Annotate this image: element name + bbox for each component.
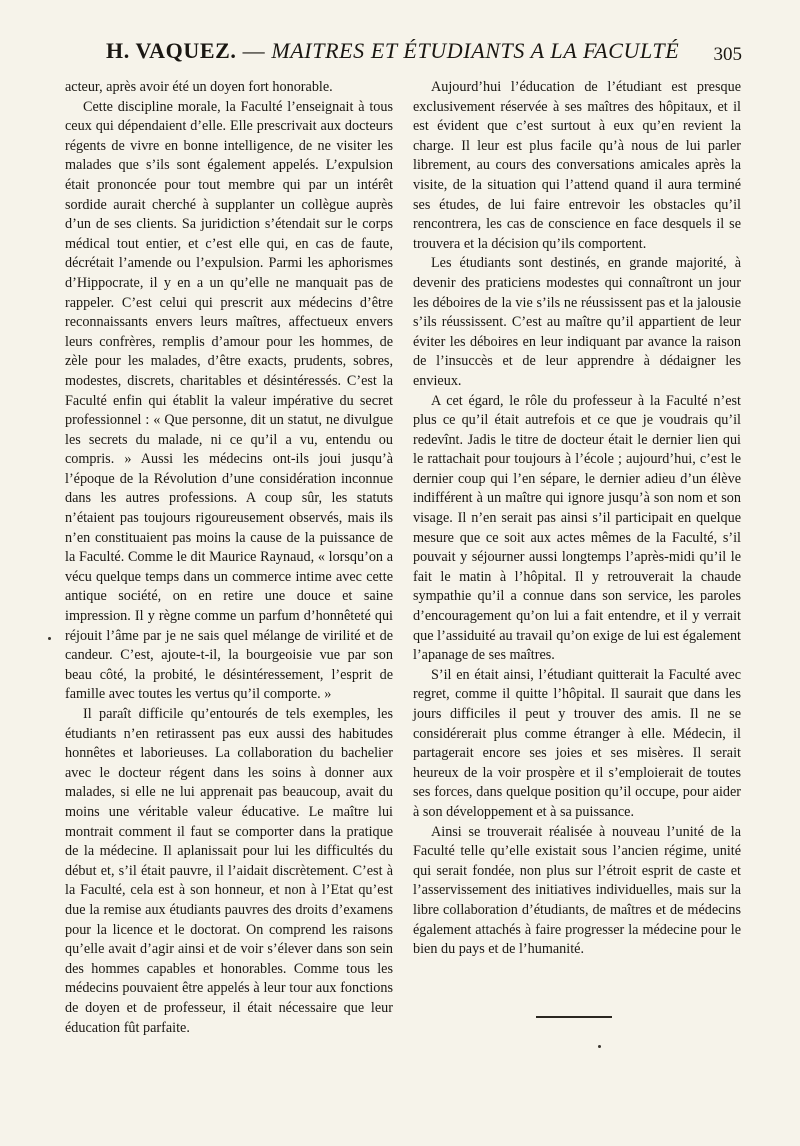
paragraph: acteur, après avoir été un doyen fort honorable. (65, 79, 333, 95)
running-header (62, 34, 742, 74)
right-column (413, 78, 741, 960)
paragraph: Il paraît difficile qu’entourés de tels exemples, les étudiants n’en retirassent pas eux aussi des habitudes honnêtes et laborieuses. La collaboration du bachelier avec le docteur régent dans les soins à donner aux malades, si elle ne lui apprenait pas beaucoup, avait du moins une véritable valeur éducative. Le maître lui montrait comment il faut se comporter dans la pratique de la médecine. Il aplanissait pour lui les difficultés du début et, s’il était pauvre, il l’aidait discrètement. C’est à la Faculté, cela est à son honneur, et non à l’Etat qu’est due la remise aux étudiants pauvres des droits d’examens pour la licence et le doctorat. On comprend les raisons qu’elle avait d’agir ainsi et de voir s’élever dans son sein des hommes capables et honorables. Comme tous les médecins pouvaient être appelés à leur tour aux fonctions de doyen et de professeur, il était nécessaire que leur éducation fût parfaite. (65, 706, 393, 1036)
left-column (65, 78, 393, 1038)
header-title-line (106, 38, 679, 64)
header-dash: — (242, 38, 266, 63)
end-rule (536, 1016, 612, 1018)
ink-speck (598, 1045, 601, 1048)
paragraph: Les étudiants sont destinés, en grande majorité, à devenir des praticiens modestes qui connaîtront un jour les déboires de la vie s’ils ne réussissent pas et la jalousie s’ils réussissent. C’est au maître qu’il appartient de leur éviter les déboires en leur indiquant par avance la raison de l’insuccès et de leur apprendre à dédaigner les envieux. (413, 255, 741, 389)
ink-speck (48, 637, 51, 640)
paragraph: Aujourd’hui l’éducation de l’étudiant est presque exclusivement réservée à ses maîtres des hôpitaux, et il est évident que c’est surtout à eux qu’en revient la charge. Il leur est plus facile qu’à nous de lui parler librement, au cours des conversations amicales après la visite, de la situation qui l’attend quand il aura terminé ses études, de lui faire entrevoir les obstacles qu’il rencontrera, les cas de conscience en face desquels il se trouvera et la décision qu’ils comportent. (413, 79, 741, 252)
paragraph: S’il en était ainsi, l’étudiant quitterait la Faculté avec regret, comme il quitte l’hôpital. Il saurait que dans les jours difficiles il peut y trouver des amis. Il ne se considérerait plus comme étranger à elle. Médecin, il partagerait encore ses joies et ses misères. Il serait heureux de la voir prospère et il s’emploierait de toutes ses forces, dans quelque position qu’il occupe, pour aider à son développement et à sa puissance. (413, 666, 741, 820)
header-article-title: MAITRES ET ÉTUDIANTS A LA FACULTÉ (271, 38, 680, 63)
paragraph: A cet égard, le rôle du professeur à la Faculté n’est plus ce qu’il était autrefois et ce que je voudrais qu’il redevînt. Jadis le titre de docteur était le dernier lien qui le rattachait pour toujours à l’école ; aujourd’hui, c’est le dernier coup qui l’en sépare, le dernier adieu d’un élève indifférent à un maître qui ignore jusqu’à son nom et son visage. Il n’en serait pas ainsi s’il participait en quelque mesure que ce soit aux actes mêmes de la Faculté, s’il pouvait y séjourner aussi longtemps l’après-midi qu’il le fait le matin à l’hôpital. Il y retrouverait la chaude sympathie qu’il a connue dans son service, les paroles d’encouragement qu’on lui a fait entendre, et il y verrait que l’assiduité au travail qu’on exige de lui est également l’apanage de ses maîtres. (413, 392, 741, 664)
page-number: 305 (713, 44, 742, 65)
paragraph: Ainsi se trouverait réalisée à nouveau l’unité de la Faculté telle qu’elle existait sous l’ancien régime, unité qui serait fondée, non plus sur l’étroit esprit de caste et l’asservissement des initiatives individuelles, mais sur la libre collaboration d’étudiants, de maîtres et de médecins également attachés à faire progresser la médecine pour le bien du pays et de l’humanité. (413, 823, 741, 958)
header-author: H. VAQUEZ. (106, 38, 237, 63)
paragraph: Cette discipline morale, la Faculté l’enseignait à tous ceux qui dépendaient d’elle. Elle prescrivait aux docteurs régents de vivre en bonne intelligence, de ne visiter les malades que s’ils sont également appelés. L’expulsion était prononcée pour tout membre qui par un intérêt sordide aurait cherché à supplanter un collègue auprès d’un de ses clients. Sa juridiction s’étendait sur le corps médical tout entier, et c’est elle qui, en cas de faute, décrétait l’amende ou l’expulsion. Parmi les aphorismes d’Hippocrate, il y en a un qu’elle ne manquait pas de rappeler. C’est celui qui prescrit aux médecins d’être reconnaissants envers leurs maîtres, affectueux envers leurs confrères, remplis d’amour pour les hommes, de zèle pour les malades, d’être exacts, prudents, sobres, modestes, discrets, charitables et désintéressés. C’est la Faculté enfin qui établit la valeur impérative du secret professionnel : « Que personne, dit un statut, ne divulgue les secrets du malade, ni ce qu’il a vu, entendu ou compris. » Aussi les médecins ont-ils joui jusqu’à l’époque de la Révolution d’une considération inconnue dans les autres professions. A coup sûr, les statuts n’étaient pas toujours rigoureusement observés, mais ils n’en constituaient pas moins la cause de la puissance de la Faculté. Comme le dit Maurice Raynaud, « lorsqu’on a vécu quelque temps dans un commerce intime avec cette antique société, on en retire une douce et saine impression. Il y règne comme un parfum d’honnêteté qui réjouit l’âme par je ne sais quel mélange de virilité et de candeur. C’est, ajoute-t-il, la bourgeoisie vue par son beau côté, la probité, le désintéressement, l’esprit de famille avec toutes les vertus qu’il comporte. » (65, 98, 393, 703)
